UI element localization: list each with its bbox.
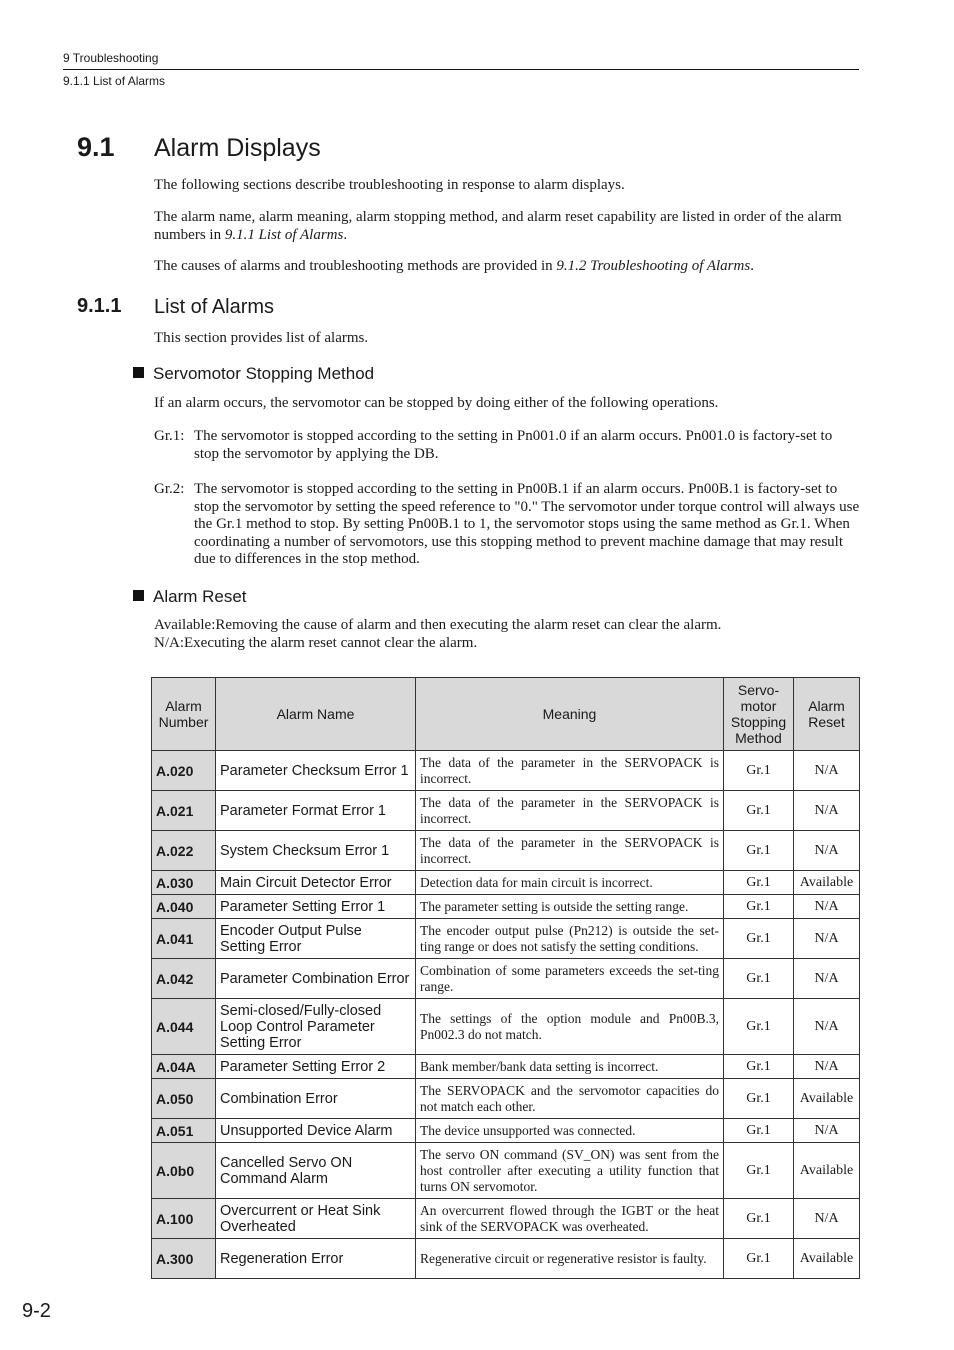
alarm-reset: N/A (794, 919, 860, 959)
alarm-meaning: The data of the parameter in the SERVOPACK is incorrect. (416, 751, 724, 791)
table-row (152, 831, 860, 871)
intro-paragraph-3 (154, 257, 860, 275)
section-title: Alarm Displays (154, 134, 321, 162)
alarm-name: System Checksum Error 1 (216, 831, 416, 871)
running-header-chapter: 9 Troubleshooting (63, 51, 159, 65)
stopping-method-intro: If an alarm occurs, the servomotor can be stopped by doing either of the following operations. (154, 395, 719, 411)
table-row (152, 1079, 860, 1119)
alarm-name: Parameter Checksum Error 1 (216, 751, 416, 791)
alarm-reset: N/A (794, 895, 860, 919)
stopping-method: Gr.1 (724, 999, 794, 1055)
alarm-reset: N/A (794, 1199, 860, 1239)
alarm-name: Parameter Format Error 1 (216, 791, 416, 831)
intro-paragraph-3-end: . (750, 258, 754, 274)
alarm-reset: N/A (794, 831, 860, 871)
stopping-method: Gr.1 (724, 791, 794, 831)
alarm-meaning: The SERVOPACK and the servomotor capacities do not match each other. (416, 1079, 724, 1119)
alarm-meaning: Detection data for main circuit is incorrect. (416, 871, 724, 895)
stopping-method: Gr.1 (724, 895, 794, 919)
stopping-method: Gr.1 (724, 1119, 794, 1143)
table-row (152, 919, 860, 959)
alarm-meaning: An overcurrent flowed through the IGBT or the heat sink of the SERVOPACK was overheated. (416, 1199, 724, 1239)
alarm-reset: Available (794, 1143, 860, 1199)
page-number: 9-2 (22, 1300, 51, 1322)
alarm-meaning: The device unsupported was connected. (416, 1119, 724, 1143)
header-meaning: Meaning (416, 678, 724, 751)
alarm-meaning: The data of the parameter in the SERVOPACK is incorrect. (416, 831, 724, 871)
cross-reference-troubleshooting[interactable]: 9.1.2 Troubleshooting of Alarms (556, 258, 751, 274)
gr2-description (154, 481, 860, 569)
stopping-method-heading-text: Servomotor Stopping Method (153, 364, 375, 383)
alarm-number: A.040 (152, 895, 216, 919)
alarm-number: A.041 (152, 919, 216, 959)
stopping-method: Gr.1 (724, 1239, 794, 1279)
alarm-number: A.051 (152, 1119, 216, 1143)
alarm-name: Overcurrent or Heat Sink Overheated (216, 1199, 416, 1239)
alarm-number: A.04A (152, 1055, 216, 1079)
alarm-reset: Available (794, 1239, 860, 1279)
gr2-text: The servomotor is stopped according to the setting in Pn00B.1 if an alarm occurs. Pn00B.1 is factory-set to stop the servomotor by setting the speed reference to "0." The servomotor under torque control will always use the Gr.1 method to stop. By setting Pn00B.1 to 1, the servomotor stops using the same method as Gr.1. When coordinating a number of servomotors, use this stopping method to prevent machine damage that may result due to differences in the stop method. (194, 481, 860, 567)
alarm-reset: N/A (794, 1055, 860, 1079)
alarm-reset: Available (794, 871, 860, 895)
alarm-meaning: The data of the parameter in the SERVOPACK is incorrect. (416, 791, 724, 831)
alarm-number: A.022 (152, 831, 216, 871)
alarm-meaning: The encoder output pulse (Pn212) is outside the set-ting range or does not satisfy the setting conditions. (416, 919, 724, 959)
alarm-name: Unsupported Device Alarm (216, 1119, 416, 1143)
header-alarm-number: Alarm Number (152, 678, 216, 751)
header-rule (63, 69, 859, 70)
stopping-method: Gr.1 (724, 831, 794, 871)
header-stopping-method: Servo- motor Stopping Method (724, 678, 794, 751)
alarm-number: A.0b0 (152, 1143, 216, 1199)
alarm-reset-heading-text: Alarm Reset (153, 587, 247, 606)
alarm-name: Encoder Output Pulse Setting Error (216, 919, 416, 959)
table-row (152, 1055, 860, 1079)
alarm-number: A.021 (152, 791, 216, 831)
alarm-number: A.044 (152, 999, 216, 1055)
gr1-description (154, 428, 860, 463)
intro-paragraph-2-end: . (343, 227, 348, 243)
alarm-reset-na: N/A:Executing the alarm reset cannot clear the alarm. (154, 635, 478, 651)
stopping-method: Gr.1 (724, 751, 794, 791)
stopping-method: Gr.1 (724, 919, 794, 959)
alarm-name: Combination Error (216, 1079, 416, 1119)
header-alarm-reset: Alarm Reset (794, 678, 860, 751)
subsection-title: List of Alarms (154, 296, 275, 318)
table-row (152, 1119, 860, 1143)
alarm-meaning: Regenerative circuit or regenerative resistor is faulty. (416, 1239, 724, 1279)
alarm-meaning: The settings of the option module and Pn00B.3, Pn002.3 do not match. (416, 999, 724, 1055)
table-row (152, 959, 860, 999)
alarm-meaning: Combination of some parameters exceeds the set-ting range. (416, 959, 724, 999)
alarm-name: Main Circuit Detector Error (216, 871, 416, 895)
table-row (152, 871, 860, 895)
table-row (152, 1239, 860, 1279)
alarm-meaning: The servo ON command (SV_ON) was sent from the host controller after executing a utility function that turns ON servomotor. (416, 1143, 724, 1199)
stopping-method: Gr.1 (724, 1199, 794, 1239)
alarm-name: Parameter Setting Error 1 (216, 895, 416, 919)
section-number: 9.1 (77, 132, 115, 162)
alarm-number: A.030 (152, 871, 216, 895)
table-row (152, 895, 860, 919)
intro-paragraph-3-text: The causes of alarms and troubleshooting methods are provided in (154, 258, 557, 274)
alarm-number: A.050 (152, 1079, 216, 1119)
alarm-reset: N/A (794, 1119, 860, 1143)
gr1-label: Gr.1: (154, 428, 185, 444)
intro-paragraph-1: The following sections describe troubleshooting in response to alarm displays. (154, 177, 625, 193)
alarm-reset: N/A (794, 791, 860, 831)
running-header-section: 9.1.1 List of Alarms (63, 74, 166, 88)
alarm-name: Regeneration Error (216, 1239, 416, 1279)
intro-paragraph-2 (154, 208, 860, 244)
stopping-method: Gr.1 (724, 959, 794, 999)
alarm-reset: N/A (794, 751, 860, 791)
table-row (152, 751, 860, 791)
alarm-list-table (151, 677, 860, 1279)
stopping-method: Gr.1 (724, 1079, 794, 1119)
cross-reference-list-of-alarms[interactable]: 9.1.1 List of Alarms (224, 227, 344, 243)
alarm-number: A.100 (152, 1199, 216, 1239)
stopping-method: Gr.1 (724, 1143, 794, 1199)
subsection-intro: This section provides list of alarms. (154, 330, 369, 346)
intro-paragraph-2-text: The alarm name, alarm meaning, alarm stopping method, and alarm reset capability are listed in order of the alarm numbers in (154, 209, 842, 243)
square-bullet-icon (133, 367, 144, 378)
stopping-method: Gr.1 (724, 1055, 794, 1079)
alarm-meaning: Bank member/bank data setting is incorrect. (416, 1055, 724, 1079)
table-row (152, 999, 860, 1055)
header-alarm-name: Alarm Name (216, 678, 416, 751)
gr1-text: The servomotor is stopped according to the setting in Pn001.0 if an alarm occurs. Pn001.0 is factory-set to stop the servomotor by applying the DB. (194, 428, 833, 462)
alarm-number: A.020 (152, 751, 216, 791)
alarm-number: A.042 (152, 959, 216, 999)
subsection-number: 9.1.1 (77, 295, 122, 317)
alarm-name: Semi-closed/Fully-closed Loop Control Parameter Setting Error (216, 999, 416, 1055)
square-bullet-icon (133, 590, 144, 601)
alarm-name: Parameter Setting Error 2 (216, 1055, 416, 1079)
alarm-number: A.300 (152, 1239, 216, 1279)
table-row (152, 1199, 860, 1239)
alarm-reset-available: Available:Removing the cause of alarm and then executing the alarm reset can clear the alarm. (154, 617, 722, 633)
alarm-name: Parameter Combination Error (216, 959, 416, 999)
alarm-reset: N/A (794, 999, 860, 1055)
alarm-reset-heading (133, 587, 247, 607)
stopping-method-heading (133, 364, 374, 384)
table-row (152, 791, 860, 831)
alarm-reset: Available (794, 1079, 860, 1119)
alarm-reset: N/A (794, 959, 860, 999)
stopping-method: Gr.1 (724, 871, 794, 895)
alarm-meaning: The parameter setting is outside the setting range. (416, 895, 724, 919)
table-header-row (152, 678, 860, 751)
alarm-name: Cancelled Servo ON Command Alarm (216, 1143, 416, 1199)
gr2-label: Gr.2: (154, 481, 185, 497)
table-row (152, 1143, 860, 1199)
